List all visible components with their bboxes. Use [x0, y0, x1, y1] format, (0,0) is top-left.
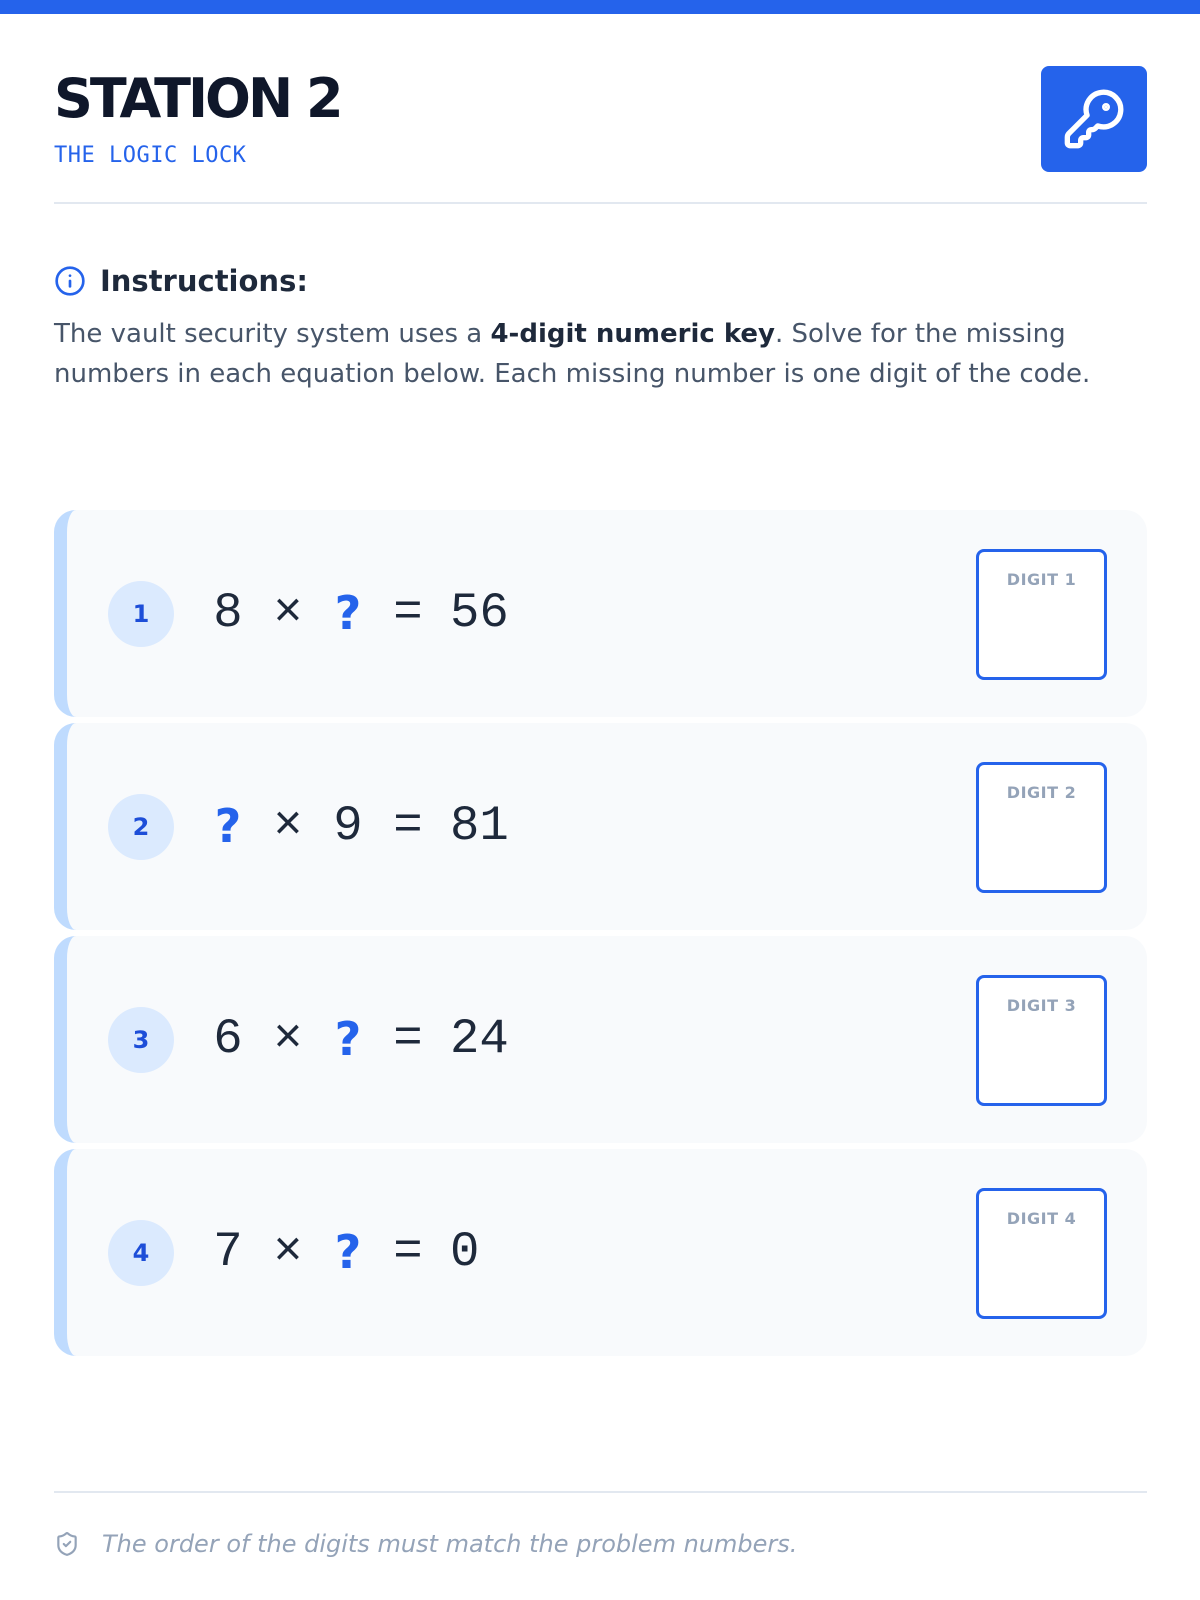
- instructions-section: [54, 260, 1147, 394]
- instructions-text-end: . Solve for the missing numbers in each equation below. Each missing number is one digit of the code.: [54, 319, 1091, 389]
- instructions-title: Instructions:: [100, 264, 308, 298]
- equation-result: 24: [450, 1011, 509, 1067]
- equation-equals: =: [393, 798, 423, 854]
- equation-operator: ×: [273, 585, 303, 641]
- digit-2-input[interactable]: [989, 814, 1094, 876]
- page-footer: [54, 1491, 1147, 1558]
- key-button[interactable]: [1041, 66, 1147, 172]
- digit-label: DIGIT 2: [1006, 783, 1077, 802]
- equation: [198, 796, 509, 856]
- problem-card-1: [54, 510, 1147, 717]
- equation-operator: ×: [273, 1011, 303, 1067]
- equation: [198, 583, 509, 643]
- problem-card-3: [54, 936, 1147, 1143]
- top-accent-bar: [0, 0, 1200, 14]
- problem-number-badge: 3: [108, 1007, 174, 1073]
- equation: [198, 1009, 509, 1069]
- problem-card-2: [54, 723, 1147, 930]
- missing-number-mark: ?: [334, 586, 362, 640]
- digit-label: DIGIT 1: [1006, 570, 1077, 589]
- digit-4-input[interactable]: [989, 1240, 1094, 1302]
- digit-3-input[interactable]: [989, 1027, 1094, 1089]
- equation: [198, 1222, 479, 1282]
- equation-term: 7: [213, 1224, 243, 1280]
- equation-result: 0: [450, 1224, 480, 1280]
- equation-equals: =: [393, 1224, 423, 1280]
- problem-number-badge: 2: [108, 794, 174, 860]
- problem-card-4: [54, 1149, 1147, 1356]
- digit-1-box[interactable]: [976, 549, 1107, 680]
- digit-label: DIGIT 3: [1006, 996, 1077, 1015]
- instructions-heading: [54, 260, 1147, 302]
- instructions-text-start: The vault security system uses a: [54, 319, 491, 349]
- missing-number-mark: ?: [334, 1225, 362, 1279]
- equation-term: 9: [333, 798, 363, 854]
- equation-term: 8: [213, 585, 243, 641]
- digit-label: DIGIT 4: [1006, 1209, 1077, 1228]
- problem-number-badge: 4: [108, 1220, 174, 1286]
- page-header: [54, 66, 1147, 204]
- equation-operator: ×: [273, 1224, 303, 1280]
- digit-4-box[interactable]: [976, 1188, 1107, 1319]
- instructions-key-phrase: 4-digit numeric key: [490, 319, 775, 349]
- digit-2-box[interactable]: [976, 762, 1107, 893]
- footer-text: The order of the digits must match the problem numbers.: [102, 1530, 798, 1558]
- problem-number-badge: 1: [108, 581, 174, 647]
- footer-note: [54, 1530, 797, 1558]
- shield-check-icon: [54, 1531, 80, 1557]
- missing-number-mark: ?: [334, 1012, 362, 1066]
- missing-number-mark: ?: [214, 799, 242, 853]
- equation-term: 6: [213, 1011, 243, 1067]
- equation-operator: ×: [273, 798, 303, 854]
- info-icon: [54, 265, 86, 297]
- instructions-text: [54, 314, 1147, 394]
- digit-1-input[interactable]: [989, 601, 1094, 663]
- page-subtitle: THE LOGIC LOCK: [54, 143, 247, 168]
- key-icon: [1062, 87, 1126, 151]
- equation-equals: =: [393, 1011, 423, 1067]
- page-title: STATION 2: [54, 67, 341, 130]
- equation-result: 81: [450, 798, 509, 854]
- equation-equals: =: [393, 585, 423, 641]
- equation-result: 56: [450, 585, 509, 641]
- digit-3-box[interactable]: [976, 975, 1107, 1106]
